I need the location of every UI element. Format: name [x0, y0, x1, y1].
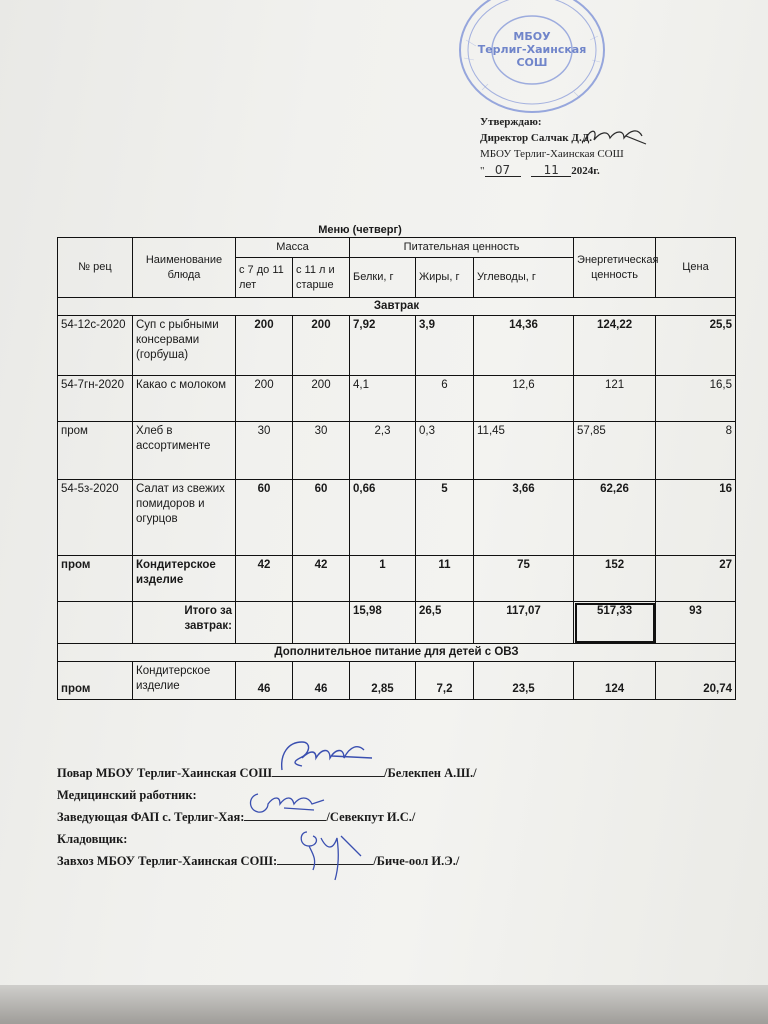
total-empty-cell — [236, 602, 293, 644]
stamp-line-1: МБОУ — [513, 30, 551, 43]
approval-heading: Утверждаю: — [480, 116, 542, 128]
header-nutrition: Питательная ценность — [350, 238, 574, 258]
breakfast-section-row — [58, 298, 736, 316]
cell-mass-old: 200 — [293, 376, 350, 422]
cell-dish: Хлеб в ассортименте — [133, 422, 236, 480]
cell-mass-old: 60 — [293, 480, 350, 556]
cook-signature-field — [272, 762, 384, 777]
date-year: 2024г. — [571, 165, 600, 177]
director-name: Директор Салчак Д.Д. — [480, 132, 593, 144]
storekeeper-name: /Биче-оол И.Э./ — [373, 854, 460, 868]
cell-price: 25,5 — [656, 316, 736, 376]
header-price: Цена — [656, 238, 736, 298]
cell-fat: 11 — [416, 556, 474, 602]
cell-price: 20,74 — [656, 662, 736, 700]
table-row — [58, 422, 736, 480]
storekeeper-signature-icon — [277, 826, 373, 886]
cell-mass-young: 200 — [236, 316, 293, 376]
cell-carbs: 75 — [474, 556, 574, 602]
table-row — [58, 662, 736, 700]
cook-name: /Белекпен А.Ш./ — [384, 766, 477, 780]
table-row — [58, 316, 736, 376]
cell-fat: 7,2 — [416, 662, 474, 700]
extra-section-title: Дополнительное питание для детей с ОВЗ — [58, 644, 736, 662]
medic-signature-line — [57, 806, 577, 828]
cell-mass-young: 46 — [236, 662, 293, 700]
cell-mass-old: 200 — [293, 316, 350, 376]
table-row — [58, 556, 736, 602]
header-protein: Белки, г — [350, 258, 416, 298]
cell-recipe: 54-7гн-2020 — [58, 376, 133, 422]
cell-protein: 4,1 — [350, 376, 416, 422]
table-header-row — [58, 238, 736, 258]
total-empty-cell — [293, 602, 350, 644]
cell-energy: 121 — [574, 376, 656, 422]
header-mass: Масса — [236, 238, 350, 258]
page-edge-shadow — [0, 985, 768, 1024]
cell-recipe: пром — [58, 662, 133, 700]
cell-price: 16 — [656, 480, 736, 556]
cell-fat: 6 — [416, 376, 474, 422]
approval-date — [480, 162, 720, 179]
cell-protein: 7,92 — [350, 316, 416, 376]
official-stamp — [452, 0, 612, 125]
cell-mass-old: 30 — [293, 422, 350, 480]
storekeeper-heading: Кладовщик: — [57, 832, 128, 846]
cell-carbs: 12,6 — [474, 376, 574, 422]
menu-title: Меню (четверг) — [318, 224, 402, 236]
cook-signature-line — [57, 762, 577, 784]
header-dish: Наименование блюда — [133, 238, 236, 298]
cell-dish: Какао с молоком — [133, 376, 236, 422]
cell-carbs: 23,5 — [474, 662, 574, 700]
cell-energy: 57,85 — [574, 422, 656, 480]
cell-energy: 62,26 — [574, 480, 656, 556]
cell-mass-young: 200 — [236, 376, 293, 422]
table-row — [58, 480, 736, 556]
cell-carbs: 3,66 — [474, 480, 574, 556]
cell-carbs: 11,45 — [474, 422, 574, 480]
stamp-line-2: Терлиг-Хаинская — [477, 43, 587, 56]
total-empty-cell — [58, 602, 133, 644]
director-line — [480, 130, 720, 146]
cell-energy: 152 — [574, 556, 656, 602]
storekeeper-signature-field — [277, 850, 373, 865]
cell-mass-old: 42 — [293, 556, 350, 602]
stamp-line-3: СОШ — [516, 56, 548, 69]
cell-mass-young: 30 — [236, 422, 293, 480]
medic-heading: Медицинский работник: — [57, 788, 197, 802]
header-fat: Жиры, г — [416, 258, 474, 298]
table-row — [58, 376, 736, 422]
medic-signature-field — [244, 806, 326, 821]
medic-signature-icon — [244, 786, 334, 820]
cell-fat: 5 — [416, 480, 474, 556]
cell-recipe: пром — [58, 422, 133, 480]
cell-recipe: 54-5з-2020 — [58, 480, 133, 556]
cell-mass-young: 60 — [236, 480, 293, 556]
cook-role: Повар МБОУ Терлиг-Хаинская СОШ — [57, 766, 272, 780]
approval-school: МБОУ Терлиг-Хаинская СОШ — [480, 148, 624, 160]
total-row — [58, 602, 736, 644]
date-month: 11 — [543, 163, 559, 177]
cell-dish: Салат из свежих помидоров и огурцов — [133, 480, 236, 556]
header-mass-young: с 7 до 11 лет — [236, 258, 293, 298]
cell-dish: Суп с рыбными консервами (горбуша) — [133, 316, 236, 376]
menu-table — [57, 237, 736, 700]
cell-dish: Кондитерское изделие — [133, 556, 236, 602]
cell-fat: 0,3 — [416, 422, 474, 480]
date-day: 07 — [494, 163, 511, 177]
medic-name: /Севекпут И.С./ — [326, 810, 416, 824]
cell-dish: Кондитерское изделие — [133, 662, 236, 700]
cell-protein: 2,3 — [350, 422, 416, 480]
cell-protein: 0,66 — [350, 480, 416, 556]
cell-carbs: 14,36 — [474, 316, 574, 376]
cell-price: 16,5 — [656, 376, 736, 422]
storekeeper-role: Завхоз МБОУ Терлиг-Хаинская СОШ: — [57, 854, 278, 868]
date-month-field — [531, 162, 571, 177]
cook-signature-icon — [272, 736, 382, 776]
extra-section-row — [58, 644, 736, 662]
cell-protein: 1 — [350, 556, 416, 602]
medic-role: Заведующая ФАП с. Терлиг-Хая: — [57, 810, 245, 824]
date-quote: " — [480, 165, 485, 177]
breakfast-section-title: Завтрак — [58, 298, 736, 316]
header-carbs: Углеводы, г — [474, 258, 574, 298]
cell-energy: 124 — [574, 662, 656, 700]
cell-price: 27 — [656, 556, 736, 602]
cell-recipe: пром — [58, 556, 133, 602]
cell-mass-young: 42 — [236, 556, 293, 602]
cell-price: 8 — [656, 422, 736, 480]
total-label: Итого за завтрак: — [133, 602, 236, 644]
cell-fat: 3,9 — [416, 316, 474, 376]
signatures-block — [57, 762, 577, 872]
cell-recipe: 54-12с-2020 — [58, 316, 133, 376]
cell-energy: 124,22 — [574, 316, 656, 376]
cell-protein: 2,85 — [350, 662, 416, 700]
total-protein: 15,98 — [350, 602, 416, 644]
total-price: 93 — [656, 602, 736, 644]
total-energy: 517,33 — [574, 602, 656, 644]
header-recipe: № рец — [58, 238, 133, 298]
date-day-field — [485, 162, 521, 177]
cell-mass-old: 46 — [293, 662, 350, 700]
header-mass-old: с 11 л и старше — [293, 258, 350, 298]
total-carbs: 117,07 — [474, 602, 574, 644]
header-energy: Энергетическая ценность — [574, 238, 656, 298]
storekeeper-signature-line — [57, 850, 577, 872]
total-fat: 26,5 — [416, 602, 474, 644]
director-signature-icon — [580, 124, 650, 150]
approval-block — [480, 114, 720, 179]
